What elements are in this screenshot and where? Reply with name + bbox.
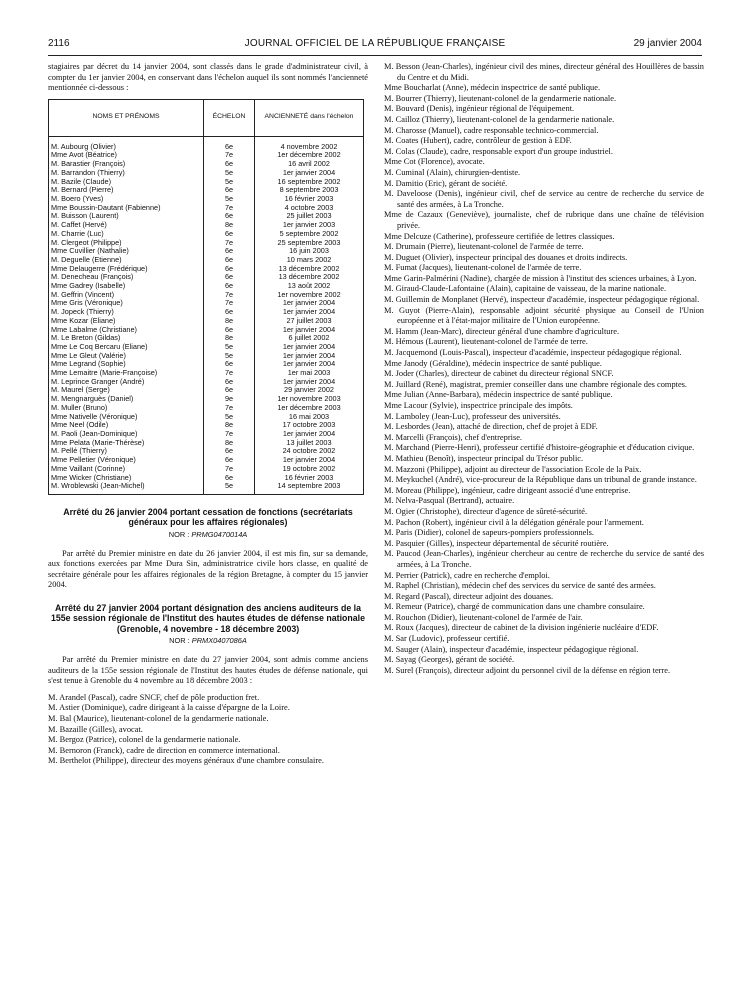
cell-name: Mme Labalme (Christiane) bbox=[49, 326, 204, 335]
list-item: M. Hamm (Jean-Marc), directeur général d'une chambre d'agriculture. bbox=[384, 326, 620, 336]
cell-echelon: 7e bbox=[204, 299, 255, 308]
list-item: Mme Janody (Géraldine), médecin inspectrice de santé publique. bbox=[384, 358, 602, 368]
cell-anciennete: 10 mars 2002 bbox=[255, 256, 364, 265]
table-row bbox=[49, 178, 364, 187]
list-item: M. Paris (Didier), colonel de sapeurs-pompiers professionnels. bbox=[384, 528, 595, 538]
issue-date: 29 janvier 2004 bbox=[633, 38, 702, 49]
cell-name: Mme Le Coq Bercaru (Eliane) bbox=[49, 343, 204, 352]
cell-name: Mme Wicker (Christiane) bbox=[49, 474, 204, 483]
cell-anciennete: 1er mai 2003 bbox=[255, 369, 364, 378]
cell-echelon: 7e bbox=[204, 430, 255, 439]
list-item: M. Marcelli (François), chef d'entreprise. bbox=[384, 432, 523, 442]
list-item: M. Mathieu (Benoît), inspecteur principal du Trésor public. bbox=[384, 453, 584, 463]
table-row bbox=[49, 239, 364, 248]
list-item: M. Jacquemond (Louis-Pascal), inspecteur d'académie, inspecteur pédagogique régional. bbox=[384, 348, 682, 358]
cell-anciennete: 6 juillet 2002 bbox=[255, 334, 364, 343]
list-item: M. Cailloz (Thierry), lieutenant-colonel de la gendarmerie nationale. bbox=[384, 114, 615, 124]
cell-name: M. Deguelle (Etienne) bbox=[49, 256, 204, 265]
list-item: M. Fumat (Jacques), lieutenant-colonel de l'armée de terre. bbox=[384, 263, 582, 273]
cell-echelon: 5e bbox=[204, 169, 255, 178]
cell-name: Mme Gadrey (Isabelle) bbox=[49, 282, 204, 291]
table-row bbox=[49, 186, 364, 195]
list-item: M. Nelva-Pasqual (Bertrand), actuaire. bbox=[384, 496, 515, 506]
cell-echelon: 6e bbox=[204, 230, 255, 239]
table-row bbox=[49, 334, 364, 343]
arrete2-nor bbox=[48, 636, 368, 647]
table-row bbox=[49, 404, 364, 413]
cell-name: M. Barrandon (Thierry) bbox=[49, 169, 204, 178]
table-row bbox=[49, 447, 364, 456]
cell-echelon: 7e bbox=[204, 465, 255, 474]
cell-echelon: 8e bbox=[204, 421, 255, 430]
table-row bbox=[49, 465, 364, 474]
list-item: M. Remeur (Patrice), chargé de communication dans une chambre consulaire. bbox=[384, 602, 645, 612]
list-item: M. Rouchon (Didier), lieutenant-colonel de l'armée de l'air. bbox=[384, 612, 583, 622]
cell-name: M. Bernard (Pierre) bbox=[49, 186, 204, 195]
cell-anciennete: 25 septembre 2003 bbox=[255, 239, 364, 248]
cell-anciennete: 4 octobre 2003 bbox=[255, 204, 364, 213]
column-header-names: NOMS ET PRÉNOMS bbox=[49, 99, 204, 136]
table-row bbox=[49, 456, 364, 465]
cell-name: Mme Nativelle (Véronique) bbox=[49, 413, 204, 422]
cell-anciennete: 13 août 2002 bbox=[255, 282, 364, 291]
list-item: M. Charosse (Manuel), cadre responsable technico-commercial. bbox=[384, 125, 599, 135]
cell-anciennete: 16 mai 2003 bbox=[255, 413, 364, 422]
list-item: M. Guyot (Pierre-Alain), responsable adjoint sécurité physique au Conseil de l'Union européenne et à l'état-major militaire de l'Union européenne. bbox=[384, 305, 704, 326]
list-item: M. Coates (Hubert), cadre, contrôleur de gestion à EDF. bbox=[384, 136, 572, 146]
cell-echelon: 6e bbox=[204, 308, 255, 317]
table-header-row bbox=[49, 99, 364, 136]
cell-echelon: 6e bbox=[204, 447, 255, 456]
cell-name: Mme Avot (Béatrice) bbox=[49, 151, 204, 160]
cell-name: M. Caffet (Hervé) bbox=[49, 221, 204, 230]
cell-name: Mme Vaillant (Corinne) bbox=[49, 465, 204, 474]
list-item: M. Bouvard (Denis), ingénieur régional de l'équipement. bbox=[384, 104, 575, 114]
list-item: M. Colas (Claude), cadre, responsable export d'un groupe industriel. bbox=[384, 146, 613, 156]
cell-echelon: 7e bbox=[204, 291, 255, 300]
table-row bbox=[49, 282, 364, 291]
list-item: M. Juillard (René), magistrat, premier conseiller dans une chambre régionale des comptes. bbox=[384, 379, 688, 389]
cell-name: M. Charrie (Luc) bbox=[49, 230, 204, 239]
list-item: M. Lamboley (Jean-Luc), professeur des universités. bbox=[384, 411, 561, 421]
list-item: M. Lesbordes (Jean), attaché de direction, chef de projet à EDF. bbox=[384, 422, 598, 432]
table-row bbox=[49, 151, 364, 160]
list-item: M. Marchand (Pierre-Henri), professeur certifié d'histoire-géographie et d'éducation civique. bbox=[384, 443, 695, 453]
cell-echelon: 5e bbox=[204, 178, 255, 187]
list-item: Mme Garin-Palmérini (Nadine), chargée de mission à l'institut des sciences urbaines, à Lyon. bbox=[384, 273, 697, 283]
cell-anciennete: 24 octobre 2002 bbox=[255, 447, 364, 456]
cell-echelon: 6e bbox=[204, 265, 255, 274]
cell-echelon: 8e bbox=[204, 439, 255, 448]
cell-anciennete: 19 octobre 2002 bbox=[255, 465, 364, 474]
list-item: M. Drumain (Pierre), lieutenant-colonel de l'armée de terre. bbox=[384, 242, 584, 252]
cell-anciennete: 8 septembre 2003 bbox=[255, 186, 364, 195]
cell-anciennete: 1er janvier 2004 bbox=[255, 430, 364, 439]
cell-name: M. Buisson (Laurent) bbox=[49, 212, 204, 221]
cell-echelon: 6e bbox=[204, 160, 255, 169]
table-row bbox=[49, 439, 364, 448]
list-item: M. Roux (Jacques), directeur de cabinet de la division ingénierie nucléaire d'EDF. bbox=[384, 623, 659, 633]
page-number: 2116 bbox=[48, 38, 70, 49]
list-item: M. Sayag (Georges), gérant de société. bbox=[384, 655, 515, 665]
table-row bbox=[49, 291, 364, 300]
cell-anciennete: 27 juillet 2003 bbox=[255, 317, 364, 326]
table-row bbox=[49, 482, 364, 494]
list-item: M. Arandel (Pascal), cadre SNCF, chef de pôle production fret. bbox=[48, 692, 260, 702]
table-row bbox=[49, 386, 364, 395]
cell-anciennete: 1er novembre 2003 bbox=[255, 395, 364, 404]
arrete1-nor bbox=[48, 530, 368, 541]
list-item: M. Ogier (Christophe), directeur d'agence de sûreté-sécurité. bbox=[384, 506, 588, 516]
cell-echelon: 6e bbox=[204, 282, 255, 291]
cell-name: M. Geffrin (Vincent) bbox=[49, 291, 204, 300]
cell-echelon: 7e bbox=[204, 151, 255, 160]
cell-name: M. Barastier (François) bbox=[49, 160, 204, 169]
auditors-list-left bbox=[48, 693, 368, 767]
list-item: M. Regard (Pascal), directeur adjoint des douanes. bbox=[384, 591, 554, 601]
cell-name: Mme Delaugerre (Frédérique) bbox=[49, 265, 204, 274]
cell-name: M. Muller (Bruno) bbox=[49, 404, 204, 413]
cell-name: Mme Lemaitre (Marie-Françoise) bbox=[49, 369, 204, 378]
cell-name: M. Wroblewski (Jean-Michel) bbox=[49, 482, 204, 494]
cell-anciennete: 16 septembre 2002 bbox=[255, 178, 364, 187]
list-item: M. Paucod (Jean-Charles), ingénieur chercheur au centre de recherche du service de santé des armées, à La Tronche. bbox=[384, 549, 704, 569]
journal-title: JOURNAL OFFICIEL DE LA RÉPUBLIQUE FRANÇAISE bbox=[244, 38, 506, 49]
cell-anciennete: 1er janvier 2004 bbox=[255, 378, 364, 387]
cell-anciennete: 13 juillet 2003 bbox=[255, 439, 364, 448]
cell-echelon: 6e bbox=[204, 273, 255, 282]
cell-anciennete: 1er janvier 2003 bbox=[255, 221, 364, 230]
cell-name: M. Pellé (Thierry) bbox=[49, 447, 204, 456]
list-item: M. Daveloose (Denis), ingénieur civil, chef de service au centre de recherche du service de santé des armées, à La Tronche. bbox=[384, 189, 704, 209]
intro-paragraph: stagiaires par décret du 14 janvier 2004, sont classés dans le grade d'administrateur civil, à compter du 1er janvier 2004, en conservant dans l'échelon auquel ils sont nommés l'ancienneté mentionnée ci-dessous : bbox=[48, 62, 368, 93]
nor-label: NOR : bbox=[169, 636, 192, 646]
cell-name: M. Maurel (Serge) bbox=[49, 386, 204, 395]
cell-echelon: 9e bbox=[204, 395, 255, 404]
list-item: M. Giraud-Claude-Lafontaine (Alain), capitaine de vaisseau, de la marine nationale. bbox=[384, 284, 667, 294]
header-rule bbox=[48, 55, 702, 56]
table-row bbox=[49, 299, 364, 308]
cell-echelon: 6e bbox=[204, 256, 255, 265]
cell-anciennete: 16 juin 2003 bbox=[255, 247, 364, 256]
table-row bbox=[49, 413, 364, 422]
cell-anciennete: 14 septembre 2003 bbox=[255, 482, 364, 494]
cell-name: M. Boero (Yves) bbox=[49, 195, 204, 204]
cell-anciennete: 4 novembre 2002 bbox=[255, 136, 364, 151]
cell-name: M. Paoli (Jean-Dominique) bbox=[49, 430, 204, 439]
cell-echelon: 6e bbox=[204, 456, 255, 465]
cell-anciennete: 1er janvier 2004 bbox=[255, 326, 364, 335]
cell-echelon: 7e bbox=[204, 204, 255, 213]
cell-echelon: 6e bbox=[204, 186, 255, 195]
cell-echelon: 5e bbox=[204, 195, 255, 204]
list-item: Mme de Cazaux (Geneviève), journaliste, chef de rubrique dans une chaîne de télévision privée. bbox=[384, 210, 704, 230]
table-row bbox=[49, 256, 364, 265]
cell-anciennete: 1er janvier 2004 bbox=[255, 343, 364, 352]
nor-code: PRMG0470014A bbox=[191, 529, 248, 539]
list-item: M. Sauger (Alain), inspecteur d'académie, inspecteur pédagogique régional. bbox=[384, 644, 639, 654]
cell-echelon: 6e bbox=[204, 326, 255, 335]
arrete1-title: Arrêté du 26 janvier 2004 portant cessation de fonctions (secrétariats généraux pour les affaires régionales) bbox=[63, 506, 353, 528]
table-row bbox=[49, 160, 364, 169]
nor-code: PRMX0407086A bbox=[191, 636, 247, 646]
arrete1-body: Par arrêté du Premier ministre en date du 26 janvier 2004, il est mis fin, sur sa demande, aux fonctions exercées par Mme Dura Sin, administratrice civile hors classe, en qualité de secrétaire générale pour les affaires régionales de la région Bretagne, à compter du 15 janvier 2004. bbox=[48, 548, 368, 590]
cell-echelon: 6e bbox=[204, 386, 255, 395]
table-row bbox=[49, 378, 364, 387]
list-item: M. Damitio (Eric), gérant de société. bbox=[384, 178, 508, 188]
cell-name: M. Mengnarguès (Daniel) bbox=[49, 395, 204, 404]
list-item: M. Hémous (Laurent), lieutenant-colonel de l'armée de terre. bbox=[384, 337, 588, 347]
right-column bbox=[384, 62, 704, 676]
list-item: M. Bazaille (Gilles), avocat. bbox=[48, 724, 143, 734]
page-header bbox=[48, 38, 702, 54]
cell-name: M. Leprince Granger (André) bbox=[49, 378, 204, 387]
cell-anciennete: 13 décembre 2002 bbox=[255, 273, 364, 282]
cell-echelon: 8e bbox=[204, 334, 255, 343]
cell-anciennete: 13 décembre 2002 bbox=[255, 265, 364, 274]
list-item: M. Meykuchel (André), vice-procureur de la République dans un tribunal de grande instance. bbox=[384, 475, 697, 485]
list-item: Mme Julian (Anne-Barbara), médecin inspectrice de santé publique. bbox=[384, 390, 613, 400]
cell-anciennete: 25 juillet 2003 bbox=[255, 212, 364, 221]
list-item: M. Bernoron (Franck), cadre de direction en commerce international. bbox=[48, 745, 280, 755]
nor-label: NOR : bbox=[168, 529, 192, 539]
list-item: M. Bourrer (Thierry), lieutenant-colonel de la gendarmerie nationale. bbox=[384, 93, 617, 103]
list-item: Mme Delcuze (Catherine), professeure certifiée de lettres classiques. bbox=[384, 231, 615, 241]
list-item: M. Joder (Charles), directeur de cabinet du directeur régional SNCF. bbox=[384, 369, 614, 379]
cell-echelon: 5e bbox=[204, 413, 255, 422]
cell-name: M. Clergeot (Philippe) bbox=[49, 239, 204, 248]
table-row bbox=[49, 430, 364, 439]
list-item: M. Mazzoni (Philippe), adjoint au directeur de l'association Ecole de la Paix. bbox=[384, 464, 642, 474]
left-column bbox=[48, 62, 368, 767]
table-row bbox=[49, 308, 364, 317]
table-row bbox=[49, 474, 364, 483]
table-row bbox=[49, 195, 364, 204]
arrete2-body: Par arrêté du Premier ministre en date du 27 janvier 2004, sont admis comme anciens auditeurs de la 155e session régionale de l'Institut des hautes études de défense nationale, qui s'est tenue à Grenoble du 4 novembre au 18 décembre 2003 : bbox=[48, 654, 368, 686]
column-header-echelon: ÉCHELON bbox=[204, 99, 255, 136]
cell-echelon: 5e bbox=[204, 352, 255, 361]
list-item: M. Guillemin de Monplanet (Hervé), inspecteur d'académie, inspecteur pédagogique régional. bbox=[384, 295, 700, 305]
table-row bbox=[49, 212, 364, 221]
cell-anciennete: 1er janvier 2004 bbox=[255, 352, 364, 361]
cell-anciennete: 1er janvier 2004 bbox=[255, 299, 364, 308]
list-item: M. Surel (François), directeur adjoint du personnel civil de la défense en région terre. bbox=[384, 665, 671, 675]
cell-name: Mme Le Gleut (Valérie) bbox=[49, 352, 204, 361]
column-header-anciennete: ANCIENNETÉ dans l'échelon bbox=[255, 99, 364, 136]
cell-echelon: 7e bbox=[204, 239, 255, 248]
table-row bbox=[49, 369, 364, 378]
table-row bbox=[49, 360, 364, 369]
cell-name: Mme Neel (Odile) bbox=[49, 421, 204, 430]
list-item: M. Cuminal (Alain), chirurgien-dentiste. bbox=[384, 167, 521, 177]
list-item: M. Raphel (Christian), médecin chef des services du service de santé des armées. bbox=[384, 581, 656, 591]
list-item: Mme Lacour (Sylvie), inspectrice principale des impôts. bbox=[384, 401, 573, 410]
table-row bbox=[49, 247, 364, 256]
cell-anciennete: 1er janvier 2004 bbox=[255, 456, 364, 465]
cell-echelon: 6e bbox=[204, 378, 255, 387]
cell-name: Mme Pelata (Marie-Thérèse) bbox=[49, 439, 204, 448]
cell-echelon: 8e bbox=[204, 317, 255, 326]
cell-echelon: 6e bbox=[204, 136, 255, 151]
table-row bbox=[49, 221, 364, 230]
list-item: M. Pachon (Robert), ingénieur civil à la délégation générale pour l'armement. bbox=[384, 517, 644, 527]
cell-anciennete: 1er janvier 2004 bbox=[255, 360, 364, 369]
seniority-table bbox=[48, 99, 364, 495]
list-item: Mme Cot (Florence), avocate. bbox=[384, 157, 485, 167]
cell-anciennete: 1er novembre 2002 bbox=[255, 291, 364, 300]
cell-echelon: 5e bbox=[204, 343, 255, 352]
cell-name: Mme Legrand (Sophie) bbox=[49, 360, 204, 369]
cell-anciennete: 5 septembre 2002 bbox=[255, 230, 364, 239]
cell-echelon: 6e bbox=[204, 212, 255, 221]
table-row bbox=[49, 169, 364, 178]
cell-anciennete: 16 avril 2002 bbox=[255, 160, 364, 169]
cell-anciennete: 1er janvier 2004 bbox=[255, 169, 364, 178]
cell-anciennete: 16 février 2003 bbox=[255, 474, 364, 483]
table-row bbox=[49, 273, 364, 282]
list-item: M. Bergoz (Patrice), colonel de la gendarmerie nationale. bbox=[48, 735, 241, 745]
cell-echelon: 5e bbox=[204, 482, 255, 494]
table-row bbox=[49, 265, 364, 274]
table-row bbox=[49, 352, 364, 361]
cell-name: M. Jopeck (Thierry) bbox=[49, 308, 204, 317]
cell-name: Mme Cuvillier (Nathalie) bbox=[49, 247, 204, 256]
cell-anciennete: 29 janvier 2002 bbox=[255, 386, 364, 395]
table-row bbox=[49, 421, 364, 430]
cell-anciennete: 1er décembre 2002 bbox=[255, 151, 364, 160]
cell-name: M. Bazile (Claude) bbox=[49, 178, 204, 187]
table-row bbox=[49, 326, 364, 335]
cell-echelon: 6e bbox=[204, 474, 255, 483]
cell-name: Mme Kozar (Eliane) bbox=[49, 317, 204, 326]
cell-echelon: 8e bbox=[204, 221, 255, 230]
list-item: M. Duguet (Olivier), inspecteur principal des douanes et droits indirects. bbox=[384, 252, 628, 262]
table-row bbox=[49, 317, 364, 326]
table-row bbox=[49, 230, 364, 239]
list-item: M. Sar (Ludovic), professeur certifié. bbox=[384, 634, 510, 644]
list-item: M. Besson (Jean-Charles), ingénieur civil des mines, directeur général des Houillères de bassin du Centre et du Midi. bbox=[384, 62, 704, 82]
list-item: M. Berthelot (Philippe), directeur des moyens généraux d'une chambre consulaire. bbox=[48, 756, 324, 766]
list-item: M. Perrier (Patrick), cadre en recherche d'emploi. bbox=[384, 570, 550, 580]
cell-echelon: 7e bbox=[204, 369, 255, 378]
cell-name: M. Aubourg (Olivier) bbox=[49, 136, 204, 151]
cell-echelon: 6e bbox=[204, 360, 255, 369]
cell-anciennete: 17 octobre 2003 bbox=[255, 421, 364, 430]
cell-name: M. Denecheau (François) bbox=[49, 273, 204, 282]
cell-echelon: 7e bbox=[204, 404, 255, 413]
list-item: M. Astier (Dominique), cadre dirigeant à la caisse d'épargne de la Loire. bbox=[48, 703, 290, 713]
table-row bbox=[49, 395, 364, 404]
arrete2-title: Arrêté du 27 janvier 2004 portant désignation des anciens auditeurs de la 155e session régionale de l'Institut des hautes études de défense nationale (Grenoble, 4 novembre - 18 décembre 2003) bbox=[51, 602, 365, 634]
list-item: M. Moreau (Philippe), ingénieur, cadre dirigeant associé d'une entreprise. bbox=[384, 485, 631, 495]
list-item: M. Pasquier (Gilles), inspecteur départemental de sécurité routière. bbox=[384, 538, 609, 548]
table-body bbox=[49, 136, 364, 494]
cell-name: Mme Pelletier (Véronique) bbox=[49, 456, 204, 465]
cell-echelon: 6e bbox=[204, 247, 255, 256]
cell-anciennete: 1er janvier 2004 bbox=[255, 308, 364, 317]
list-item: M. Bal (Maurice), lieutenant-colonel de la gendarmerie nationale. bbox=[48, 713, 269, 723]
cell-name: Mme Gris (Véronique) bbox=[49, 299, 204, 308]
cell-anciennete: 16 février 2003 bbox=[255, 195, 364, 204]
auditors-list-right bbox=[384, 62, 704, 676]
table-row bbox=[49, 343, 364, 352]
cell-name: Mme Boussin-Dautant (Fabienne) bbox=[49, 204, 204, 213]
table-row bbox=[49, 204, 364, 213]
table-row bbox=[49, 136, 364, 151]
cell-name: M. Le Breton (Gildas) bbox=[49, 334, 204, 343]
list-item: Mme Boucharlat (Anne), médecin inspectrice de santé publique. bbox=[384, 83, 601, 93]
cell-anciennete: 1er décembre 2003 bbox=[255, 404, 364, 413]
